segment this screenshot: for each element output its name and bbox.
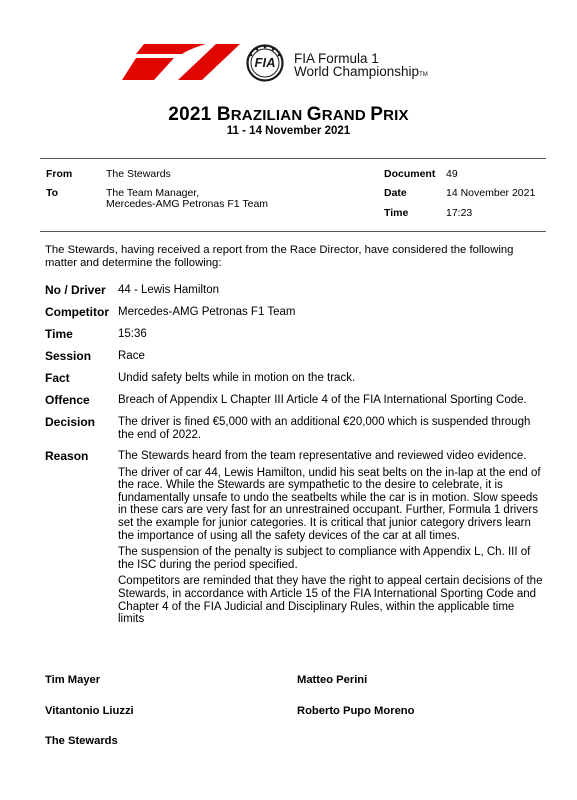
competitor-label: Competitor — [45, 305, 109, 319]
header-top-rule — [40, 158, 546, 159]
driver-value: 44 - Lewis Hamilton — [118, 284, 219, 296]
brand-text — [294, 52, 428, 82]
header-bottom-rule — [40, 231, 546, 232]
f1-logo-icon — [122, 44, 240, 80]
reason-paragraph: The suspension of the penalty is subject to compliance with Appendix L, Ch. III of the ISC during the period specified. — [118, 546, 531, 571]
title-part: G — [306, 104, 322, 125]
offence-value: Breach of Appendix L Chapter III Article 4 of the FIA International Sporting Code. — [118, 394, 527, 406]
trademark-mark: TM — [419, 72, 428, 78]
date-label: Date — [384, 187, 407, 199]
fia-badge-text: FIA — [254, 55, 276, 70]
session-label: Session — [45, 349, 92, 363]
to-label: To — [46, 187, 59, 199]
to-value-line-2: Mercedes-AMG Petronas F1 Team — [106, 198, 269, 210]
competitor-value: Mercedes-AMG Petronas F1 Team — [118, 306, 296, 318]
driver-label: No / Driver — [45, 283, 106, 297]
title-part: RIX — [383, 107, 409, 124]
signature-name: Tim Mayer — [45, 674, 101, 686]
reason-paragraph: The Stewards heard from the team representative and reviewed video evidence. — [118, 450, 527, 462]
decision-label: Decision — [45, 415, 96, 429]
reason-label: Reason — [45, 449, 89, 463]
signature-name: Vitantonio Liuzzi — [45, 705, 134, 717]
incident-time-value: 15:36 — [118, 328, 147, 340]
fact-label: Fact — [45, 371, 70, 385]
reason-block — [118, 450, 543, 630]
date-value: 14 November 2021 — [446, 187, 536, 199]
intro-text: The Stewards, having received a report from the Race Director, have considered the following matter and determine the following: — [45, 244, 514, 269]
document-label: Document — [384, 168, 436, 180]
time-label: Time — [384, 207, 409, 219]
signature-name: Matteo Perini — [297, 674, 368, 686]
incident-time-label: Time — [45, 327, 73, 341]
reason-paragraph: The driver of car 44, Lewis Hamilton, undid his seat belts on the in-lap at the end of the race. While the Stewards are sympathetic to the desire to celebrate, it is fundamentally unsafe to undo the seatbelts while the car is in motion. Slow speeds in these cars are very fast for an unrestrained occupant. Further, Formula 1 drivers set the example for junior categories. It is critical that junior category drivers learn the importance of using all the safety devices of the car at all times. — [118, 466, 541, 542]
from-label: From — [46, 168, 73, 180]
signature-name: Roberto Pupo Moreno — [297, 705, 415, 717]
event-dates: 11 - 14 November 2021 — [226, 125, 351, 137]
header-logo — [122, 44, 482, 84]
title-year: 2021 — [168, 104, 217, 125]
reason-paragraph: Competitors are reminded that they have the right to appeal certain decisions of the Stewards, in accordance with Article 15 of the FIA International Sporting Code and Chapter 4 of the FIA Judicial and Disciplinary Rules, within the applicable time limits — [118, 575, 543, 626]
title-part: RAND — [321, 107, 371, 124]
title-part: B — [216, 104, 231, 125]
decision-value: The driver is fined €5,000 with an additional €20,000 which is suspended through the end of 2022. — [118, 416, 531, 441]
brand-line-1: FIA Formula 1 — [294, 51, 379, 66]
document-title — [0, 104, 577, 126]
document-value: 49 — [446, 168, 458, 180]
title-part: P — [370, 104, 384, 125]
session-value: Race — [118, 350, 145, 362]
brand-line-2: World Championship — [294, 64, 420, 79]
time-value: 17:23 — [446, 207, 473, 219]
signature-footer: The Stewards — [45, 735, 118, 747]
to-value-line-1: The Team Manager, — [106, 187, 200, 199]
fact-value: Undid safety belts while in motion on the track. — [118, 372, 356, 384]
offence-label: Offence — [45, 393, 90, 407]
title-part: RAZILIAN — [230, 107, 307, 124]
from-value: The Stewards — [106, 168, 171, 180]
